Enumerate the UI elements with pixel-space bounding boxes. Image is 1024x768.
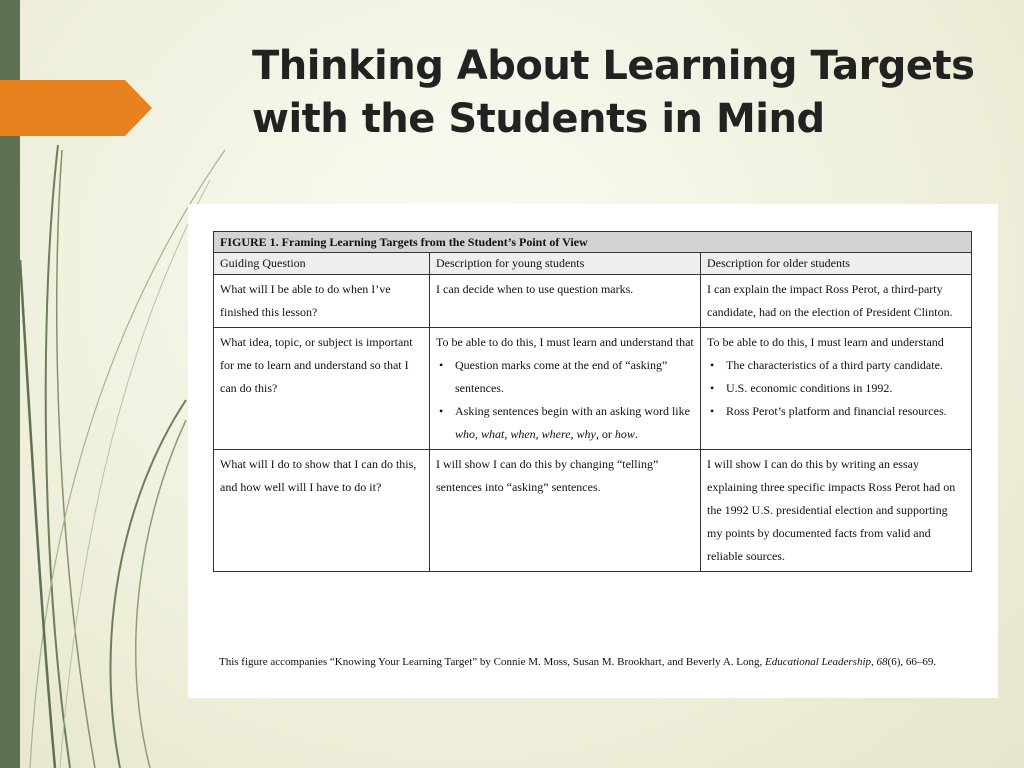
guiding-question-cell: What will I do to show that I can do this, and how well will I have to do it?	[214, 450, 430, 572]
list-item	[436, 400, 694, 446]
learning-targets-table	[213, 231, 972, 572]
list-item: • Ross Perot’s platform and financial resources.	[707, 400, 965, 423]
list-item: • The characteristics of a third party candidate.	[707, 354, 965, 377]
table-caption: FIGURE 1. Framing Learning Targets from the Student’s Point of View	[214, 232, 972, 253]
guiding-question-cell: What will I be able to do when I’ve finished this lesson?	[214, 275, 430, 328]
young-intro: To be able to do this, I must learn and understand that	[436, 335, 694, 349]
older-intro: To be able to do this, I must learn and understand	[707, 335, 944, 349]
list-item: • U.S. economic conditions in 1992.	[707, 377, 965, 400]
journal-volume: 68	[876, 656, 888, 668]
young-description-cell: I will show I can do this by changing “telling” sentences into “asking” sentences.	[430, 450, 701, 572]
young-bullet-list	[436, 354, 694, 446]
table-row	[214, 450, 972, 572]
question-word-how: how	[614, 427, 635, 441]
footnote-separator: ,	[871, 656, 877, 668]
figure-panel	[188, 204, 998, 698]
older-description-cell: I will show I can do this by writing an essay explaining three specific impacts Ross Perot had on the 1992 U.S. presidential election and supporting my points by documented facts from valid and reliable sources.	[701, 450, 972, 572]
issue-pages: (6), 66–69.	[887, 656, 937, 668]
bullet-suffix: .	[634, 427, 638, 441]
column-header-guiding-question: Guiding Question	[214, 253, 430, 275]
bullet-mid: , or	[595, 427, 615, 441]
title-line-1: Thinking About Learning Targets	[252, 43, 975, 89]
column-header-older-students: Description for older students	[701, 253, 972, 275]
question-words: who, what, when, where, why	[455, 427, 596, 441]
young-description-cell	[430, 328, 701, 450]
journal-name: Educational Leadership	[765, 656, 872, 668]
older-bullet-list	[707, 354, 965, 423]
older-description-cell	[701, 328, 972, 450]
bullet-prefix: Asking sentences begin with an asking word like	[455, 404, 690, 418]
slide-title	[252, 40, 992, 146]
figure-footnote	[219, 653, 959, 671]
footnote-text: This figure accompanies “Knowing Your Learning Target” by Connie M. Moss, Susan M. Brookhart, and Beverly A. Long,	[219, 656, 765, 668]
guiding-question-cell: What idea, topic, or subject is important for me to learn and understand so that I can do this?	[214, 328, 430, 450]
table-row	[214, 275, 972, 328]
young-description-cell: I can decide when to use question marks.	[430, 275, 701, 328]
list-item: • Question marks come at the end of “asking” sentences.	[436, 354, 694, 400]
orange-arrow-banner	[0, 80, 152, 136]
older-description-cell: I can explain the impact Ross Perot, a third-party candidate, had on the election of President Clinton.	[701, 275, 972, 328]
table-row	[214, 328, 972, 450]
title-line-2: with the Students in Mind	[252, 96, 825, 142]
column-header-young-students: Description for young students	[430, 253, 701, 275]
